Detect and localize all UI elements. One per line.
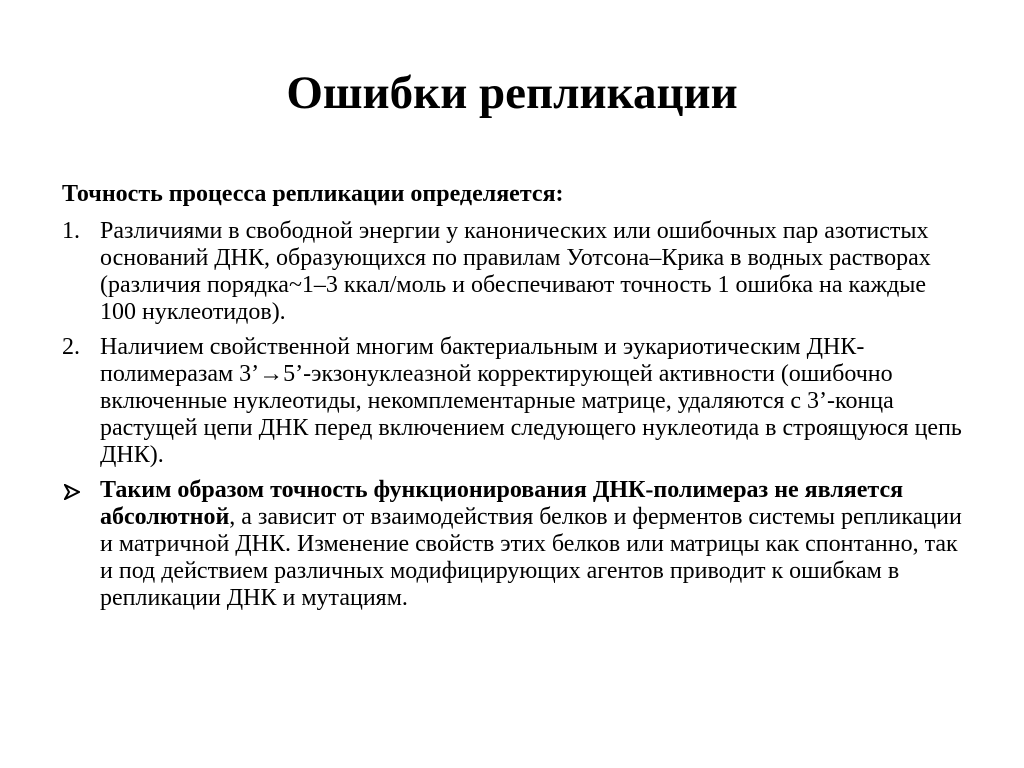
list-number-2: 2. (62, 334, 80, 360)
list-number-1: 1. (62, 218, 80, 244)
slide-body (62, 178, 962, 620)
conclusion-bold-text: Таким образом точность функционирования ДНК-полимераз не является абсолютной (100, 477, 904, 530)
conclusion-item (62, 477, 962, 612)
slide-title: Ошибки репликации (286, 67, 738, 119)
arrowhead-bullet-icon (64, 484, 80, 500)
list-item-2-text: Наличием свойственной многим бактериальным и эукариотическим ДНК-полимеразам 3’→5’-экзонуклеазной корректирующей активности (ошибочно включенные нуклеотиды, некомплементарные матрице, удаляются с 3’-конца растущей цепи ДНК перед включением следующего нуклеотида в строящуюся цепь ДНК). (100, 334, 962, 468)
conclusion-text: , а зависит от взаимодействия белков и ферментов системы репликации и матричной ДНК. Изменение свойств этих белков или матрицы как спонтанно, так и под действием различных модифицирующих агентов приводит к ошибкам в репликации ДНК и мутациям. (100, 504, 962, 611)
subheading: Точность процесса репликации определяется: (62, 181, 564, 207)
list-item-1-text: Различиями в свободной энергии у канонических или ошибочных пар азотистых оснований ДНК, образующихся по правилам Уотсона–Крика в водных растворах (различия порядка~1–3 ккал/моль и обеспечивают точность 1 ошибка на каждые 100 нуклеотидов). (100, 218, 931, 325)
list-item-1 (62, 218, 962, 326)
list-item-2 (62, 334, 962, 469)
